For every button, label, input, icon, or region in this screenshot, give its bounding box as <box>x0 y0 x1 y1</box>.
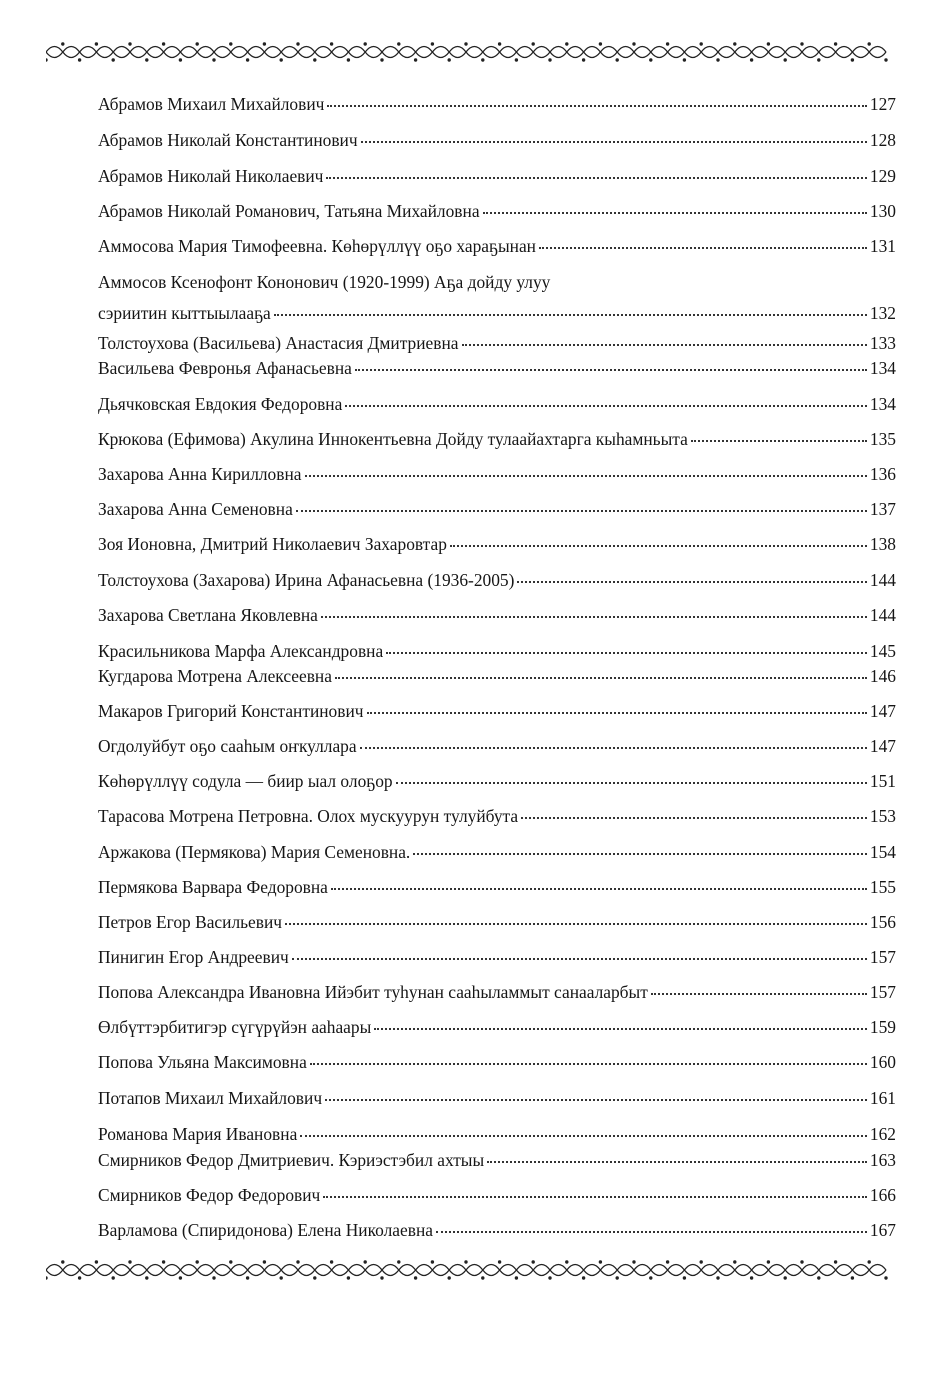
ornament-dot <box>834 42 837 45</box>
ornament-dot <box>481 1276 484 1279</box>
toc-entry-title: Толстоухова (Захарова) Ирина Афанасьевна (1936-2005) <box>98 570 515 590</box>
ornament-dot <box>632 1260 635 1263</box>
toc-entry-title: Абрамов Николай Романович, Татьяна Михайловна <box>98 201 480 221</box>
dot-leader <box>300 1119 867 1137</box>
ornament-dot <box>347 1276 350 1279</box>
dot-leader <box>521 801 867 819</box>
ornament-dot <box>380 1276 383 1279</box>
toc-entry-title: Попова Александра Ивановна Ийэбит туһунан сааһыламмыт санааларбыт <box>98 982 648 1002</box>
ornament-dot <box>700 42 703 45</box>
ornament-dot <box>582 1276 585 1279</box>
toc-entry[interactable] <box>98 603 896 628</box>
ornament-dot <box>716 1276 719 1279</box>
toc-entry-title: Аммосова Мария Тимофеевна. Көһөрүллүү оҕо харaҕынан <box>98 236 536 256</box>
ornament-dot <box>464 42 467 45</box>
dot-leader <box>361 125 867 143</box>
toc-entry[interactable] <box>98 1218 896 1243</box>
ornament-dot <box>884 1276 887 1279</box>
toc-entry[interactable] <box>98 699 896 724</box>
toc-page-number: 166 <box>869 1185 896 1205</box>
toc-entry-title: Кугдарова Мотрена Алексеевна <box>98 666 332 686</box>
toc-page-number: 156 <box>869 912 896 932</box>
ornament-dot <box>616 1276 619 1279</box>
ornament-dot <box>750 1276 753 1279</box>
dot-leader <box>462 328 867 346</box>
dot-leader <box>331 872 867 890</box>
toc-page-number: 163 <box>869 1150 896 1170</box>
ornament-dot <box>212 58 215 61</box>
ornament-dot <box>548 1276 551 1279</box>
dot-leader <box>292 942 867 960</box>
ornament-dot <box>128 1260 131 1263</box>
ornament-dot <box>565 42 568 45</box>
ornament-dot <box>112 1276 115 1279</box>
toc-page-number: 133 <box>869 333 896 353</box>
toc-entry[interactable] <box>98 875 896 900</box>
toc-entry[interactable] <box>98 840 896 865</box>
ornament-dot <box>397 42 400 45</box>
ornament-dot <box>649 58 652 61</box>
toc-entry-title: Красильникова Марфа Александровна <box>98 641 384 661</box>
toc-page-number: 155 <box>869 877 896 897</box>
ornament-dot <box>649 1276 652 1279</box>
ornament-dot <box>229 1260 232 1263</box>
dot-leader <box>325 1083 867 1101</box>
ornament-dot <box>733 42 736 45</box>
ornament-dot <box>868 42 871 45</box>
ornament-dot <box>448 1276 451 1279</box>
toc-entry-title: Өлбүттэрбитигэр сүгүрүйэн ааһаары <box>98 1017 372 1037</box>
ornament-dot <box>448 58 451 61</box>
ornament-dot <box>750 58 753 61</box>
toc-entry-title: Толстоухова (Васильева) Анастасия Дмитриевна <box>98 333 459 353</box>
toc-entry[interactable] <box>98 734 896 759</box>
toc-entry-title: Захарова Анна Кирилловна <box>98 464 302 484</box>
ornament-dot <box>767 42 770 45</box>
toc-page-number: 144 <box>869 570 896 590</box>
toc-page-number: 138 <box>869 534 896 554</box>
toc-page-number: 167 <box>869 1220 896 1240</box>
toc-page-number: 137 <box>869 499 896 519</box>
toc-page-number: 130 <box>869 201 896 221</box>
toc-page-number: 127 <box>869 94 896 114</box>
ornament-dot <box>716 58 719 61</box>
toc-page-number: 145 <box>869 641 896 661</box>
dot-leader <box>285 907 867 925</box>
toc-entry-title: Крюкова (Ефимова) Акулина Иннокентьевна Дойду тулаайахтарга кыһамньыта <box>98 429 688 449</box>
toc-entry-title: Потапов Михаил Михайлович <box>98 1088 323 1108</box>
toc-page-number: 154 <box>869 842 896 862</box>
dot-leader <box>651 977 867 995</box>
ornament-dot <box>145 58 148 61</box>
dot-leader <box>326 161 866 179</box>
toc-entry-title: Варламова (Спиридонова) Елена Николаевна <box>98 1220 433 1240</box>
toc-page-number: 134 <box>869 394 896 414</box>
toc-page-number: 134 <box>869 358 896 378</box>
toc-entry-title: Романова Мария Ивановна <box>98 1124 298 1144</box>
toc-page-number: 161 <box>869 1088 896 1108</box>
ornament-dot <box>599 1260 602 1263</box>
ornament-dot <box>666 42 669 45</box>
ornament-dot <box>431 1260 434 1263</box>
toc-entry[interactable] <box>98 568 896 593</box>
ornament-dot <box>263 42 266 45</box>
toc-entry-title: Попова Ульяна Максимовна <box>98 1052 307 1072</box>
toc-entry[interactable] <box>98 128 896 153</box>
toc-page-number: 157 <box>869 947 896 967</box>
ornament-dot <box>683 58 686 61</box>
toc-entry[interactable] <box>98 1183 896 1208</box>
toc-entry[interactable] <box>98 164 896 189</box>
ornament-dot <box>61 42 64 45</box>
dot-leader <box>691 424 867 442</box>
toc-entry[interactable] <box>98 804 896 829</box>
dot-leader <box>327 89 867 107</box>
ornament-dot <box>246 1276 249 1279</box>
toc-entry[interactable] <box>98 234 896 259</box>
toc-page-number: 129 <box>869 166 896 186</box>
ornament-dot <box>666 1260 669 1263</box>
ornament-dot <box>414 1276 417 1279</box>
toc-page-number: 160 <box>869 1052 896 1072</box>
ornament-dot <box>498 1260 501 1263</box>
dot-leader <box>367 696 867 714</box>
ornament-dot <box>817 1276 820 1279</box>
ornament-dot <box>683 1276 686 1279</box>
toc-entry-title: Огдолуйбут оҕо сааһым оҥкуллара <box>98 736 357 756</box>
ornament-dot <box>733 1260 736 1263</box>
dot-leader <box>321 600 867 618</box>
toc-entry[interactable] <box>98 980 896 1005</box>
dot-leader <box>323 1180 867 1198</box>
ornament-wave-icon <box>46 38 894 66</box>
ornament-dot <box>313 1276 316 1279</box>
toc-entry-title: Абрамов Николай Николаевич <box>98 166 324 186</box>
ornament-dot <box>431 42 434 45</box>
ornament-dot <box>800 1260 803 1263</box>
ornament-dot <box>767 1260 770 1263</box>
ornament-dot <box>347 58 350 61</box>
ornament-dot <box>162 42 165 45</box>
toc-entry-title: Васильева Февронья Афанасьевна <box>98 358 352 378</box>
dot-leader <box>396 766 867 784</box>
toc-entry[interactable] <box>98 945 896 970</box>
toc-entry-title: Зоя Ионовна, Дмитрий Николаевич Захаровтар <box>98 534 447 554</box>
ornament-dot <box>78 1276 81 1279</box>
toc-page-number: 131 <box>869 236 896 256</box>
toc-entry-title-line1: Аммосов Ксенофонт Кононович (1920-1999) Аҕа дойду улуу <box>98 272 551 292</box>
dot-leader <box>355 353 867 371</box>
toc-entry-title: Абрамов Михаил Михайлович <box>98 94 325 114</box>
ornament-dot <box>414 58 417 61</box>
toc-entry[interactable] <box>98 1148 896 1173</box>
toc-entry[interactable] <box>98 769 896 794</box>
dot-leader <box>310 1047 867 1065</box>
ornament-dot <box>884 58 887 61</box>
toc-page-number: 157 <box>869 982 896 1002</box>
toc-entry[interactable] <box>98 462 896 487</box>
toc-entry[interactable] <box>98 427 896 452</box>
ornament-dot <box>851 1276 854 1279</box>
toc-entry[interactable] <box>98 532 896 557</box>
toc-entry-title: Пинигин Егор Андреевич <box>98 947 289 967</box>
ornament-dot <box>162 1260 165 1263</box>
toc-page-number: 147 <box>869 701 896 721</box>
dot-leader <box>483 196 867 214</box>
ornament-dot <box>280 1276 283 1279</box>
ornament-dot <box>280 58 283 61</box>
toc-entry-title: Тарасова Мотрена Петровна. Олох мускуурун тулуйбута <box>98 806 519 826</box>
toc-page-number: 153 <box>869 806 896 826</box>
ornament-dot <box>532 1260 535 1263</box>
ornament-dot <box>313 58 316 61</box>
ornament-dot <box>296 42 299 45</box>
toc-page-number: 136 <box>869 464 896 484</box>
dot-leader <box>274 298 867 316</box>
toc-page-number: 151 <box>869 771 896 791</box>
toc-page-number: 144 <box>869 605 896 625</box>
ornament-dot <box>851 58 854 61</box>
ornament-dot <box>532 42 535 45</box>
top-ornamental-border <box>46 38 894 66</box>
ornament-dot <box>212 1276 215 1279</box>
dot-leader <box>413 837 867 855</box>
toc-page-number: 146 <box>869 666 896 686</box>
dot-leader <box>360 731 867 749</box>
ornament-dot <box>46 58 48 61</box>
toc-entry[interactable] <box>98 1086 896 1111</box>
dot-leader <box>539 231 867 249</box>
ornament-dot <box>179 1276 182 1279</box>
ornament-dot <box>330 1260 333 1263</box>
ornament-dot <box>616 58 619 61</box>
ornament-dot <box>784 58 787 61</box>
ornament-dot <box>481 58 484 61</box>
ornament-dot <box>700 1260 703 1263</box>
ornament-dot <box>784 1276 787 1279</box>
ornament-dot <box>95 1260 98 1263</box>
toc-entry-title: Петров Егор Васильевич <box>98 912 283 932</box>
toc-entry[interactable] <box>98 356 896 381</box>
dot-leader <box>374 1012 867 1030</box>
toc-entry-title: сэриитин кыттыылааҕа <box>98 303 271 323</box>
dot-leader <box>305 459 867 477</box>
ornament-dot <box>464 1260 467 1263</box>
toc-page-number: 162 <box>869 1124 896 1144</box>
toc-entry-title: Захарова Анна Семеновна <box>98 499 293 519</box>
toc-entry[interactable] <box>98 199 896 224</box>
toc-entry[interactable] <box>98 392 896 417</box>
toc-page-number: 135 <box>869 429 896 449</box>
toc-entry-title: Макаров Григорий Константинович <box>98 701 364 721</box>
toc-entry[interactable] <box>98 270 896 326</box>
ornament-dot <box>46 1276 48 1279</box>
ornament-dot <box>397 1260 400 1263</box>
toc-entry-title: Смирников Федор Федорович <box>98 1185 321 1205</box>
toc-page-number: 132 <box>869 303 896 323</box>
ornament-dot <box>61 1260 64 1263</box>
ornament-dot <box>582 58 585 61</box>
ornament-dot <box>380 58 383 61</box>
dot-leader <box>345 389 867 407</box>
ornament-dot <box>817 58 820 61</box>
ornament-dot <box>78 58 81 61</box>
toc-entry[interactable] <box>98 664 896 689</box>
ornament-dot <box>364 1260 367 1263</box>
toc-entry[interactable] <box>98 1015 896 1040</box>
bottom-ornamental-border <box>46 1256 894 1284</box>
toc-entry-title: Дьячковская Евдокия Федоровна <box>98 394 343 414</box>
ornament-dot <box>263 1260 266 1263</box>
ornament-dot <box>196 42 199 45</box>
toc-entry[interactable] <box>98 910 896 935</box>
ornament-dot <box>128 42 131 45</box>
toc-entry-title: Аржакова (Пермякова) Мария Семеновна. <box>98 842 411 862</box>
toc-page-number: 159 <box>869 1017 896 1037</box>
ornament-dot <box>112 58 115 61</box>
ornament-dot <box>179 58 182 61</box>
toc-entry[interactable] <box>98 497 896 522</box>
ornament-dot <box>515 1276 518 1279</box>
ornament-dot <box>145 1276 148 1279</box>
ornament-dot <box>364 42 367 45</box>
toc-entry[interactable] <box>98 1050 896 1075</box>
dot-leader <box>487 1145 867 1163</box>
toc-entry-title: Захарова Светлана Яковлевна <box>98 605 318 625</box>
ornament-dot <box>296 1260 299 1263</box>
ornament-dot <box>800 42 803 45</box>
toc-entry-title: Көһөрүллүү содула — биир ыал олоҕор <box>98 771 393 791</box>
ornament-dot <box>834 1260 837 1263</box>
dot-leader <box>386 636 867 654</box>
ornament-dot <box>868 1260 871 1263</box>
toc-entry[interactable] <box>98 92 896 117</box>
ornament-dot <box>548 58 551 61</box>
ornament-dot <box>330 42 333 45</box>
ornament-dot <box>229 42 232 45</box>
toc-page-number: 128 <box>869 130 896 150</box>
ornament-wave-icon <box>46 1256 894 1284</box>
ornament-dot <box>246 58 249 61</box>
toc-entry[interactable] <box>98 1122 896 1147</box>
ornament-dot <box>196 1260 199 1263</box>
dot-leader <box>517 565 866 583</box>
dot-leader <box>296 494 867 512</box>
ornament-dot <box>599 42 602 45</box>
ornament-dot <box>565 1260 568 1263</box>
ornament-dot <box>95 42 98 45</box>
dot-leader <box>450 529 867 547</box>
toc-page-number: 147 <box>869 736 896 756</box>
ornament-dot <box>632 42 635 45</box>
toc-entry-title: Смирников Федор Дмитриевич. Кэриэстэбил ахтыы <box>98 1150 485 1170</box>
ornament-dot <box>515 58 518 61</box>
dot-leader <box>335 661 867 679</box>
dot-leader <box>436 1215 867 1233</box>
ornament-dot <box>498 42 501 45</box>
toc-entry-title: Абрамов Николай Константинович <box>98 130 358 150</box>
toc-entry-title: Пермякова Варвара Федоровна <box>98 877 328 897</box>
